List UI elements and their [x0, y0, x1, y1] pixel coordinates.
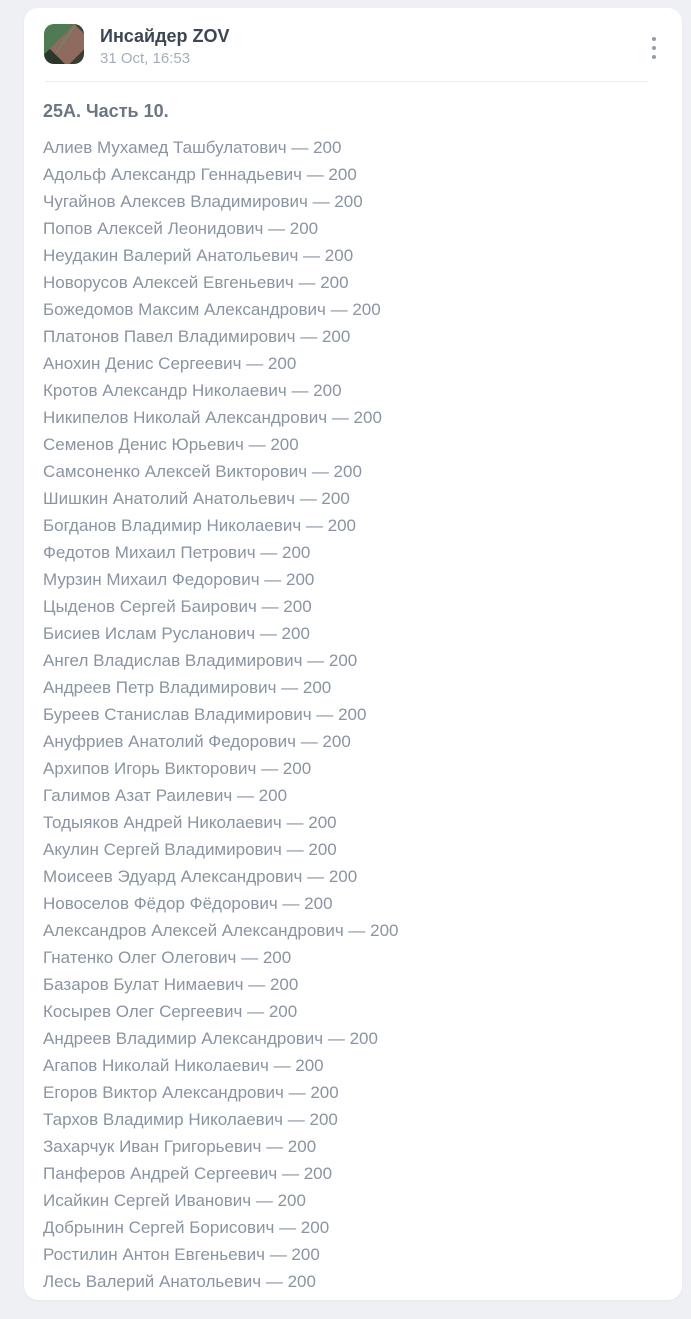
list-line: Гнатенко Олег Олегович — 200 [43, 948, 292, 967]
post-timestamp[interactable]: 31 Oct, 16:53 [100, 50, 191, 67]
list-line: Захарчук Иван Григорьевич — 200 [43, 1137, 317, 1156]
list-line: Ангел Владислав Владимирович — 200 [43, 651, 358, 670]
channel-name[interactable]: Инсайдер ZOV [100, 26, 230, 46]
list-line: Шишкин Анатолий Анатольевич — 200 [43, 489, 350, 508]
list-line: Галимов Азат Раилевич — 200 [43, 786, 288, 805]
channel-avatar[interactable] [44, 24, 84, 64]
list-line: Самсоненко Алексей Викторович — 200 [43, 462, 362, 481]
header-text [100, 24, 640, 68]
list-line: Мурзин Михаил Федорович — 200 [43, 570, 315, 589]
list-line: Платонов Павел Владимирович — 200 [43, 327, 351, 346]
list-line: Тодыяков Андрей Николаевич — 200 [43, 813, 337, 832]
menu-dot [652, 46, 656, 50]
list-line: Кротов Александр Николаевич — 200 [43, 381, 342, 400]
kebab-menu-icon[interactable] [640, 31, 668, 65]
list-line: Адольф Александр Геннадьевич — 200 [43, 165, 357, 184]
list-line: Богданов Владимир Николаевич — 200 [43, 516, 357, 535]
list-line: Бисиев Ислам Русланович — 200 [43, 624, 310, 643]
list-line: Добрынин Сергей Борисович — 200 [43, 1218, 330, 1237]
list-line: Акулин Сергей Владимирович — 200 [43, 840, 337, 859]
list-line: Косырев Олег Сергеевич — 200 [43, 1002, 298, 1021]
list-line: Панферов Андрей Сергеевич — 200 [43, 1164, 333, 1183]
post-header [24, 8, 682, 81]
list-line: Исайкин Сергей Иванович — 200 [43, 1191, 306, 1210]
menu-dot [652, 55, 656, 59]
list-line: Андреев Петр Владимирович — 200 [43, 678, 332, 697]
list-line: Архипов Игорь Викторович — 200 [43, 759, 312, 778]
list-line: Попов Алексей Леонидович — 200 [43, 219, 319, 238]
list-line: Моисеев Эдуард Александрович — 200 [43, 867, 358, 886]
list-line: Егоров Виктор Александрович — 200 [43, 1083, 339, 1102]
list-line: Новорусов Алексей Евгеньевич — 200 [43, 273, 349, 292]
post-title: 25А. Часть 10. [43, 101, 169, 121]
post-card [24, 8, 682, 1300]
list-line: Анохин Денис Сергеевич — 200 [43, 354, 297, 373]
list-line: Ануфриев Анатолий Федорович — 200 [43, 732, 351, 751]
post-content [24, 82, 682, 1319]
list-line: Базаров Булат Нимаевич — 200 [43, 975, 299, 994]
list-line: Неудакин Валерий Анатольевич — 200 [43, 246, 354, 265]
menu-dot [652, 37, 656, 41]
list-line: Тархов Владимир Николаевич — 200 [43, 1110, 338, 1129]
list-line: Цыденов Сергей Баирович — 200 [43, 597, 312, 616]
names-list [43, 134, 662, 1295]
list-line: Александров Алексей Александрович — 200 [43, 921, 399, 940]
list-line: Никипелов Николай Александрович — 200 [43, 408, 382, 427]
list-line: Новоселов Фёдор Фёдорович — 200 [43, 894, 333, 913]
list-line: Семенов Денис Юрьевич — 200 [43, 435, 299, 454]
list-line: Андреев Владимир Александрович — 200 [43, 1029, 378, 1048]
list-line: Алиев Мухамед Ташбулатович — 200 [43, 138, 342, 157]
list-line: Чугайнов Алексев Владимирович — 200 [43, 192, 363, 211]
list-line: Ростилин Антон Евгеньевич — 200 [43, 1245, 320, 1264]
list-line: Федотов Михаил Петрович — 200 [43, 543, 311, 562]
list-line: Божедомов Максим Александрович — 200 [43, 300, 381, 319]
list-line: Буреев Станислав Владимирович — 200 [43, 705, 367, 724]
list-line: Лесь Валерий Анатольевич — 200 [43, 1272, 316, 1291]
list-line: Агапов Николай Николаевич — 200 [43, 1056, 324, 1075]
